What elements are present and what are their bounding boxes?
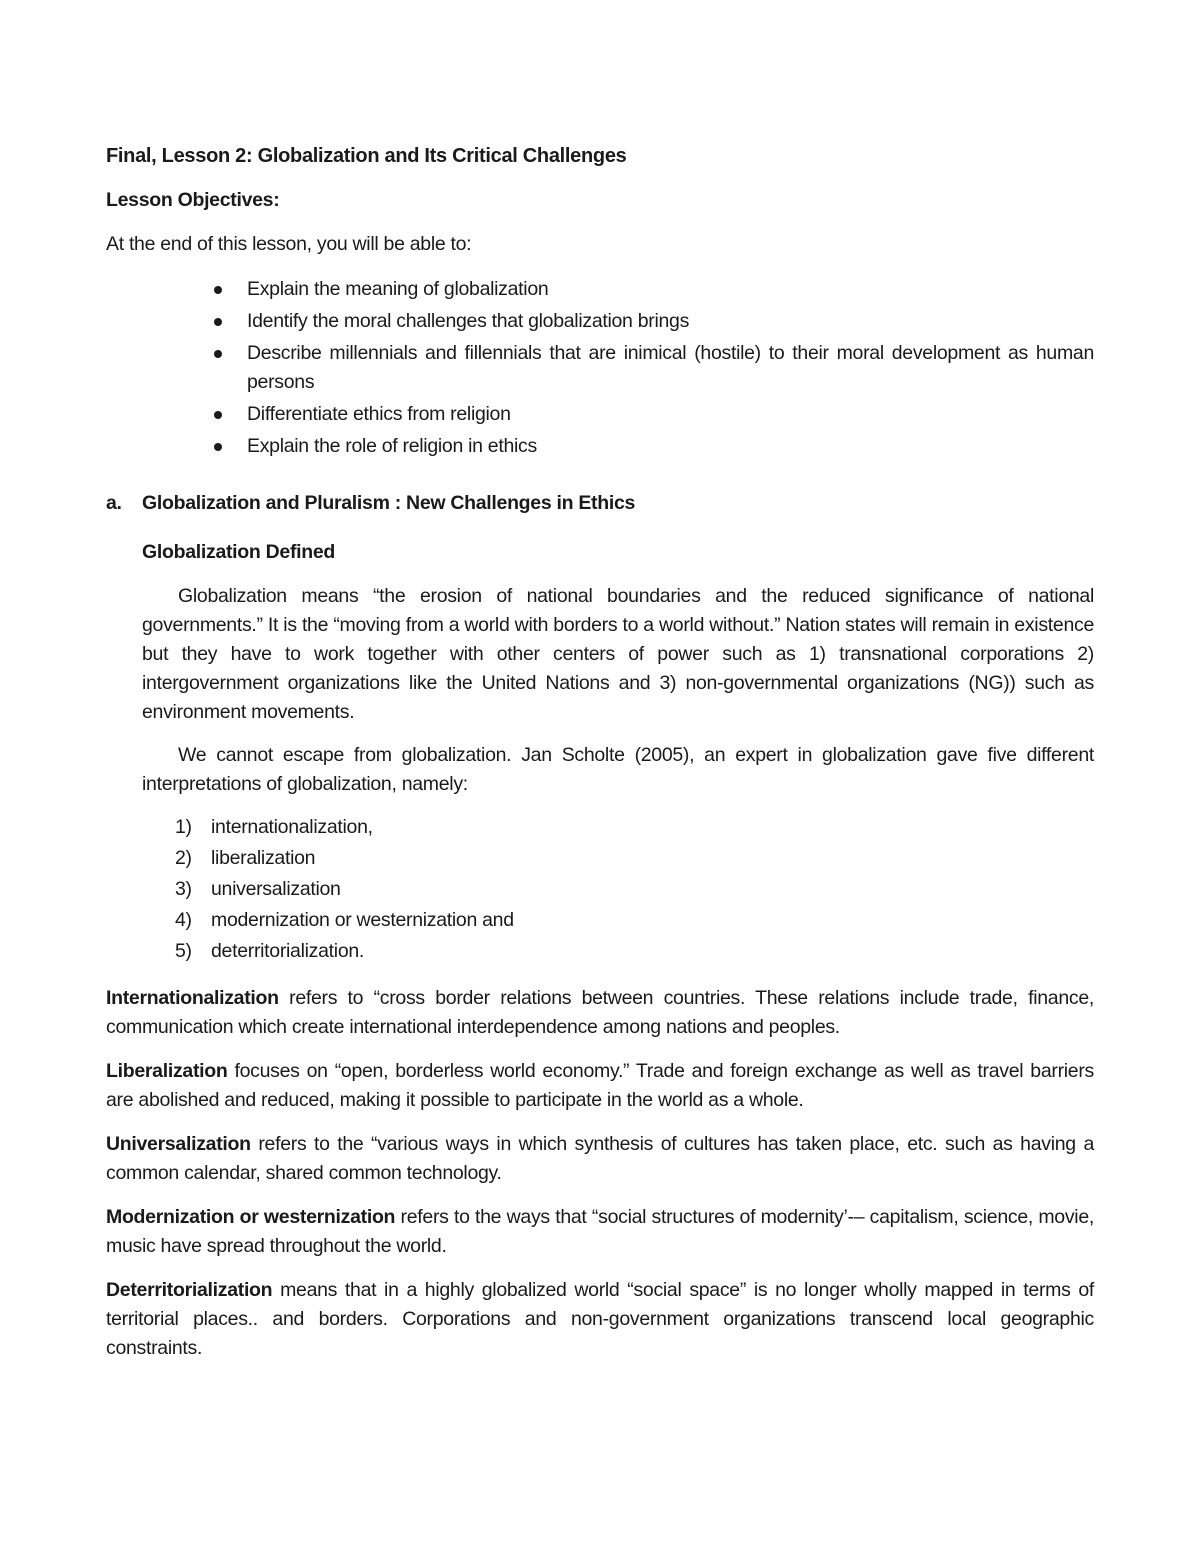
interpretation-item [142,906,1094,935]
item-text: universalization [211,878,341,900]
objective-item [106,275,1094,304]
interpretation-item [142,844,1094,873]
objective-text: Explain the role of religion in ethics [247,435,537,457]
objectives-intro: At the end of this lesson, you will be able to: [106,233,472,255]
item-number: 2) [175,847,192,869]
bullet-icon [214,286,222,294]
definition-text: refers to the “various ways in which synthesis of cultures has taken place, etc. such as having a common calendar, shared common technology. [106,1133,1094,1184]
objectives-list [106,275,1094,461]
definition-internationalization [106,984,1094,1042]
objective-text: Describe millennials and fillennials that are inimical (hostile) to their moral development as human persons [247,342,1094,393]
interpretation-item [142,937,1094,966]
item-number: 1) [175,816,192,838]
definition-liberalization [106,1057,1094,1115]
section-subtitle: Globalization Defined [142,541,336,563]
definition-text: focuses on “open, borderless world economy.” Trade and foreign exchange as well as travel barriers are abolished and reduced, making it possible to participate in the world as a whole. [106,1060,1094,1111]
interpretation-item [142,875,1094,904]
item-number: 5) [175,940,192,962]
definition-term: Internationalization [106,987,279,1009]
definition-text: refers to the ways that “social structures of modernity’-– capitalism, science, movie, music have spread throughout the world. [106,1206,1095,1257]
item-number: 4) [175,909,192,931]
definition-text: means that in a highly globalized world “social space” is no longer wholly mapped in terms of territorial places.. and borders. Corporations and non-government organizations transcend local geographic constraints. [106,1279,1094,1359]
objective-text: Differentiate ethics from religion [247,403,511,425]
interpretation-item [142,813,1094,842]
bullet-icon [214,318,222,326]
objective-item [106,400,1094,429]
globalization-paragraph-1: Globalization means “the erosion of national boundaries and the reduced significance of national governments.” It is the “moving from a world with borders to a world without.” Nation states will remain in existence but they have to work together with other centers of power such as 1) transnational corporations 2) intergovernment organizations like the United Nations and 3) non-governmental organizations (NG)) such as environment movements. [142,585,1094,723]
definition-universalization [106,1130,1094,1188]
definition-term: Deterritorialization [106,1279,273,1301]
objectives-heading: Lesson Objectives: [106,189,280,211]
definition-term: Liberalization [106,1060,228,1082]
section-a [106,489,1094,966]
bullet-icon [214,350,222,358]
objective-text: Identify the moral challenges that globalization brings [247,310,690,332]
definition-deterritorialization [106,1276,1094,1363]
bullet-icon [214,443,222,451]
objective-item [106,307,1094,336]
objective-text: Explain the meaning of globalization [247,278,549,300]
definition-term: Universalization [106,1133,251,1155]
definition-term: Modernization or westernization [106,1206,396,1228]
item-text: internationalization, [211,816,373,838]
section-title: Globalization and Pluralism : New Challenges in Ethics [142,492,636,514]
item-text: liberalization [211,847,316,869]
item-text: modernization or westernization and [211,909,514,931]
item-number: 3) [175,878,192,900]
item-text: deterritorialization. [211,940,365,962]
interpretations-list [142,813,1094,966]
objective-item [106,339,1094,397]
objective-item [106,432,1094,461]
document-page [106,142,1094,1378]
bullet-icon [214,411,222,419]
globalization-paragraph-2: We cannot escape from globalization. Jan Scholte (2005), an expert in globalization gave five different interpretations of globalization, namely: [142,744,1094,795]
definition-text: refers to “cross border relations between countries. These relations include trade, finance, communication which create international interdependence among nations and peoples. [106,987,1094,1038]
section-letter: a. [106,492,122,514]
definition-modernization [106,1203,1094,1261]
lesson-title: Final, Lesson 2: Globalization and Its Critical Challenges [106,145,627,167]
